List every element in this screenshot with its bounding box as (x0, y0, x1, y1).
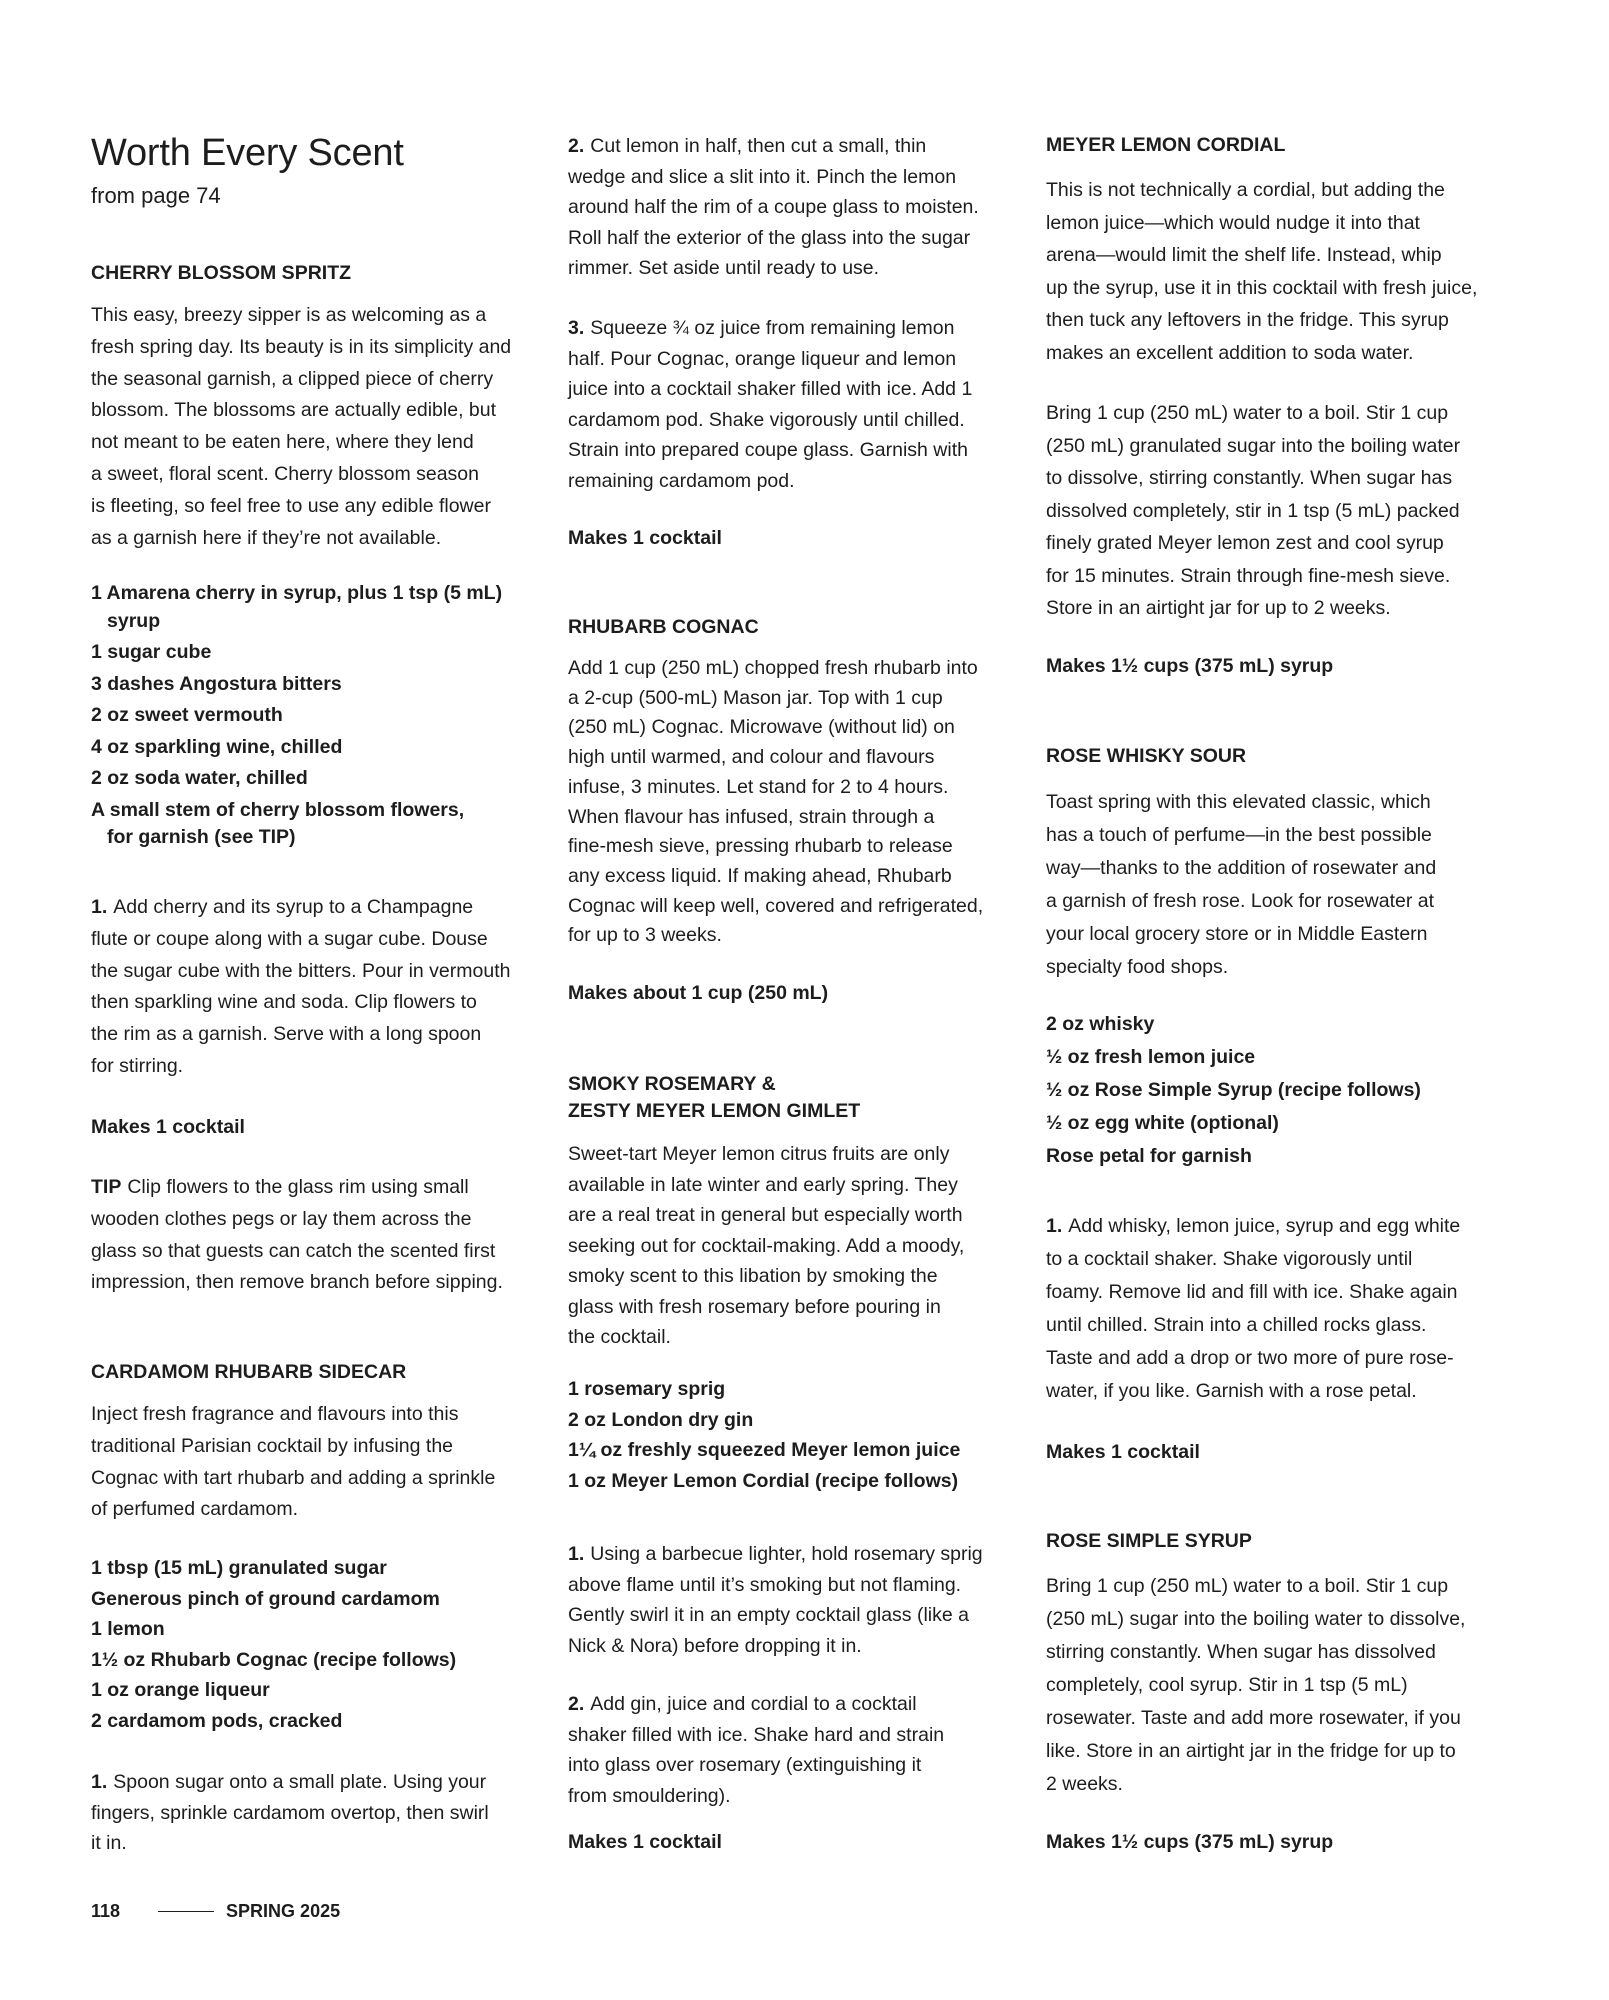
text-line: a sweet, floral scent. Cherry blossom season (91, 462, 480, 485)
text-line: rosewater. Taste and add more rosewater, if you (1046, 1707, 1461, 1729)
sidecar-step-1 (91, 1767, 531, 1859)
text-line: around half the rim of a coupe glass to moisten. (568, 196, 979, 218)
ingredient-item: 1 lemon (91, 1618, 165, 1640)
ingredient-item: 2 cardamom pods, cracked (91, 1709, 343, 1732)
sidecar-ingredients (91, 1553, 531, 1736)
gimlet-ingredients (568, 1374, 1013, 1496)
cherry-ingredients (91, 580, 531, 852)
ingredient-item: 1 rosemary sprig (568, 1378, 726, 1400)
text-line: Strain into prepared coupe glass. Garnish with (568, 439, 968, 461)
text-line: the cocktail. (568, 1326, 671, 1348)
text-line: then tuck any leftovers in the fridge. This syrup (1046, 309, 1449, 331)
text-line: for stirring. (91, 1054, 184, 1077)
ingredient-item: 3 dashes Angostura bitters (91, 672, 342, 695)
text-line: (250 mL) granulated sugar into the boiling water (1046, 434, 1461, 457)
text-line: above flame until it’s smoking but not flaming. (568, 1573, 962, 1596)
gimlet-step-2 (568, 1689, 1013, 1811)
ingredient-item: ½ oz Rose Simple Syrup (recipe follows) (1046, 1079, 1421, 1101)
text-line: like. Store in an airtight jar in the fridge for up to (1046, 1740, 1456, 1762)
cordial-body (1046, 397, 1496, 625)
text-line: for 15 minutes. Strain through fine-mesh sieve. (1046, 564, 1451, 587)
text-line: smoky scent to this libation by smoking the (568, 1265, 938, 1287)
rose-syrup-body (1046, 1570, 1496, 1801)
text-line: Roll half the exterior of the glass into the sugar (568, 226, 971, 249)
text-line: Cut lemon in half, then cut a small, thin (590, 135, 927, 157)
text-line: shaker filled with ice. Shake hard and strain (568, 1723, 945, 1746)
text-line: Squeeze ¾ oz juice from remaining lemon (590, 317, 955, 339)
recipe-heading-line: SMOKY ROSEMARY & (568, 1073, 776, 1095)
text-line: to a cocktail shaker. Shake vigorously until (1046, 1248, 1413, 1270)
recipe-heading-meyer-lemon-cordial: MEYER LEMON CORDIAL (1046, 134, 1286, 156)
text-line: 2 weeks. (1046, 1773, 1123, 1795)
recipe-heading-rhubarb-cognac: RHUBARB COGNAC (568, 616, 759, 638)
ingredient-item: 4 oz sparkling wine, chilled (91, 735, 343, 758)
text-line: fine-mesh sieve, pressing rhubarb to release (568, 835, 953, 858)
text-line: fingers, sprinkle cardamom overtop, then swirl (91, 1801, 489, 1824)
ingredient-item: Rose petal for garnish (1046, 1145, 1252, 1167)
gimlet-yield: Makes 1 cocktail (568, 1831, 722, 1853)
text-line: juice into a cocktail shaker filled with ice. Add 1 (568, 378, 973, 400)
ingredient-item: for garnish (see TIP) (107, 826, 296, 848)
text-line: has a touch of perfume—in the best possible (1046, 824, 1432, 846)
text-line: foamy. Remove lid and fill with ice. Shake again (1046, 1281, 1458, 1303)
ingredient-item: 1 oz orange liqueur (91, 1679, 270, 1701)
text-line: Bring 1 cup (250 mL) water to a boil. Stir 1 cup (1046, 402, 1449, 424)
text-line: arena—would limit the shelf life. Instead, whip (1046, 244, 1442, 266)
sidecar-step-2 (568, 131, 1013, 284)
page-footer (91, 1901, 340, 1922)
recipe-heading-rose-whisky-sour: ROSE WHISKY SOUR (1046, 745, 1247, 767)
ingredient-item: 1 tbsp (15 mL) granulated sugar (91, 1557, 387, 1579)
text-line: rimmer. Set aside until ready to use. (568, 257, 880, 279)
text-line: Add whisky, lemon juice, syrup and egg white (1068, 1215, 1461, 1237)
recipe-heading-cherry-blossom-spritz: CHERRY BLOSSOM SPRITZ (91, 262, 352, 284)
cherry-step-1 (91, 892, 531, 1083)
text-line: into glass over rosemary (extinguishing it (568, 1754, 922, 1776)
gimlet-intro (568, 1139, 1013, 1353)
text-line: your local grocery store or in Middle Eastern (1046, 923, 1428, 945)
section-header (91, 130, 531, 210)
text-line: Inject fresh fragrance and flavours into this (91, 1403, 459, 1425)
text-line: any excess liquid. If making ahead, Rhubarb (568, 864, 952, 887)
ingredient-item: syrup (107, 609, 161, 632)
text-line: Gently swirl it in an empty cocktail glass (like a (568, 1604, 969, 1626)
text-line: Add gin, juice and cordial to a cocktail (590, 1693, 917, 1715)
text-line: Spoon sugar onto a small plate. Using your (113, 1771, 487, 1793)
text-line: available in late winter and early spring. They (568, 1173, 958, 1196)
text-line: Cognac with tart rhubarb and adding a sprinkle (91, 1466, 496, 1489)
footer-rule (158, 1911, 214, 1912)
ingredient-item: ½ oz fresh lemon juice (1046, 1046, 1256, 1068)
text-line: Using a barbecue lighter, hold rosemary sprig (590, 1543, 983, 1565)
text-line: seeking out for cocktail-making. Add a moody, (568, 1234, 965, 1257)
text-line: Taste and add a drop or two more of pure rose- (1046, 1347, 1454, 1369)
text-line: a 2-cup (500-mL) Mason jar. Top with 1 cup (568, 686, 943, 709)
cherry-intro (91, 300, 531, 554)
ingredient-item: 2 oz sweet vermouth (91, 704, 283, 726)
text-line: impression, then remove branch before sipping. (91, 1271, 503, 1294)
sidecar-intro (91, 1399, 531, 1526)
whisky-intro (1046, 786, 1496, 984)
step-number: 3. (568, 317, 585, 339)
page-number: 118 (91, 1901, 121, 1921)
text-line: stirring constantly. When sugar has dissolved (1046, 1641, 1436, 1663)
text-line: the seasonal garnish, a clipped piece of cherry (91, 367, 494, 390)
text-line: Add cherry and its syrup to a Champagne (113, 896, 474, 918)
step-number: 1. (1046, 1215, 1063, 1237)
text-line: glass so that guests can catch the scented first (91, 1239, 496, 1262)
text-line: up the syrup, use it in this cocktail with fresh juice, (1046, 276, 1478, 299)
rhubarb-body (568, 654, 1013, 951)
recipe-heading-line: ZESTY MEYER LEMON GIMLET (568, 1100, 861, 1122)
page-subtitle: from page 74 (91, 183, 221, 208)
recipe-heading-rose-simple-syrup: ROSE SIMPLE SYRUP (1046, 1530, 1252, 1552)
ingredient-item: 2 oz London dry gin (568, 1408, 754, 1431)
text-line: This is not technically a cordial, but adding the (1046, 179, 1445, 201)
text-line: a garnish of fresh rose. Look for rosewater at (1046, 890, 1435, 912)
text-line: wedge and slice a slit into it. Pinch the lemon (568, 165, 957, 188)
whisky-ingredients (1046, 1008, 1496, 1173)
text-line: flute or coupe along with a sugar cube. Douse (91, 927, 488, 950)
text-line: half. Pour Cognac, orange liqueur and lemon (568, 347, 957, 370)
text-line: traditional Parisian cocktail by infusing the (91, 1434, 454, 1457)
ingredient-item: 1 sugar cube (91, 641, 212, 663)
text-line: is fleeting, so feel free to use any edible flower (91, 494, 491, 517)
cordial-intro (1046, 174, 1496, 369)
text-line: When flavour has infused, strain through a (568, 805, 935, 828)
step-number: 1. (568, 1543, 585, 1565)
text-line: fresh spring day. Its beauty is in its simplicity and (91, 335, 512, 358)
cordial-yield: Makes 1½ cups (375 mL) syrup (1046, 655, 1334, 677)
text-line: from smouldering). (568, 1784, 731, 1807)
text-line: are a real treat in general but especially worth (568, 1204, 963, 1226)
text-line: then sparkling wine and soda. Clip flowers to (91, 991, 477, 1014)
text-line: This easy, breezy sipper is as welcoming as a (91, 304, 487, 326)
text-line: wooden clothes pegs or lay them across the (91, 1207, 472, 1230)
recipe-heading-gimlet (568, 1071, 1013, 1125)
recipe-heading-cardamom-rhubarb-sidecar: CARDAMOM RHUBARB SIDECAR (91, 1361, 407, 1383)
text-line: the rim as a garnish. Serve with a long spoon (91, 1023, 482, 1046)
ingredient-item: 2 oz whisky (1046, 1013, 1155, 1035)
text-line: glass with fresh rosemary before pouring in (568, 1295, 941, 1318)
text-line: Sweet-tart Meyer lemon citrus fruits are only (568, 1143, 950, 1165)
tip-label: TIP (91, 1176, 122, 1198)
issue-label: SPRING 2025 (226, 1901, 341, 1921)
rose-syrup-yield: Makes 1½ cups (375 mL) syrup (1046, 1831, 1334, 1853)
text-line: not meant to be eaten here, where they lend (91, 431, 474, 454)
ingredient-item: Generous pinch of ground cardamom (91, 1587, 440, 1610)
text-line: (250 mL) Cognac. Microwave (without lid) on (568, 716, 955, 739)
text-line: as a garnish here if they’re not available. (91, 526, 442, 549)
cherry-yield: Makes 1 cocktail (91, 1116, 245, 1138)
text-line: to dissolve, stirring constantly. When sugar has (1046, 467, 1453, 489)
text-line: specialty food shops. (1046, 956, 1229, 978)
text-line: remaining cardamom pod. (568, 469, 795, 492)
gimlet-step-1 (568, 1539, 1013, 1661)
step-number: 1. (91, 896, 108, 918)
text-line: of perfumed cardamom. (91, 1498, 299, 1521)
text-line: infuse, 3 minutes. Let stand for 2 to 4 hours. (568, 775, 949, 798)
page-title: Worth Every Scent (91, 132, 404, 174)
step-number: 1. (91, 1771, 108, 1793)
rhubarb-yield: Makes about 1 cup (250 mL) (568, 982, 829, 1004)
step-number: 2. (568, 1693, 585, 1715)
sidecar-yield: Makes 1 cocktail (568, 527, 722, 549)
text-line: completely, cool syrup. Stir in 1 tsp (5 mL) (1046, 1674, 1408, 1696)
text-line: Add 1 cup (250 mL) chopped fresh rhubarb into (568, 657, 978, 679)
text-line: Store in an airtight jar for up to 2 weeks. (1046, 597, 1391, 619)
text-line: Toast spring with this elevated classic, which (1046, 791, 1431, 813)
ingredient-item: A small stem of cherry blossom flowers, (91, 798, 465, 821)
text-line: makes an excellent addition to soda water. (1046, 341, 1414, 364)
whisky-step-1 (1046, 1210, 1496, 1408)
ingredient-item: 1 oz Meyer Lemon Cordial (recipe follows) (568, 1469, 959, 1492)
text-line: cardamom pod. Shake vigorously until chilled. (568, 408, 965, 431)
text-line: until chilled. Strain into a chilled rocks glass. (1046, 1314, 1427, 1336)
text-line: finely grated Meyer lemon zest and cool syrup (1046, 532, 1444, 554)
text-line: the sugar cube with the bitters. Pour in vermouth (91, 959, 511, 982)
text-line: blossom. The blossoms are actually edible, but (91, 399, 497, 422)
cherry-tip (91, 1172, 531, 1299)
text-line: water, if you like. Garnish with a rose petal. (1046, 1380, 1417, 1402)
text-line: lemon juice—which would nudge it into that (1046, 211, 1420, 234)
sidecar-step-3 (568, 313, 1013, 496)
text-line: Cognac will keep well, covered and refrigerated, (568, 894, 984, 917)
text-line: for up to 3 weeks. (568, 924, 722, 947)
text-line: Clip flowers to the glass rim using small (127, 1176, 469, 1198)
ingredient-item: ½ oz egg white (optional) (1046, 1112, 1279, 1134)
text-line: it in. (91, 1832, 127, 1854)
text-line: dissolved completely, stir in 1 tsp (5 mL) packed (1046, 499, 1460, 522)
text-line: high until warmed, and colour and flavours (568, 746, 935, 769)
text-line: Bring 1 cup (250 mL) water to a boil. Stir 1 cup (1046, 1575, 1449, 1597)
ingredient-item: 1½ oz Rhubarb Cognac (recipe follows) (91, 1648, 457, 1671)
text-line: (250 mL) sugar into the boiling water to dissolve, (1046, 1608, 1466, 1630)
ingredient-item: 2 oz soda water, chilled (91, 767, 308, 789)
whisky-yield: Makes 1 cocktail (1046, 1441, 1200, 1463)
step-number: 2. (568, 135, 585, 157)
text-line: Nick & Nora) before dropping it in. (568, 1634, 862, 1657)
text-line: way—thanks to the addition of rosewater and (1046, 857, 1437, 879)
ingredient-item: 1 Amarena cherry in syrup, plus 1 tsp (5 mL) (91, 582, 503, 604)
ingredient-item: 1¼ oz freshly squeezed Meyer lemon juice (568, 1439, 961, 1461)
